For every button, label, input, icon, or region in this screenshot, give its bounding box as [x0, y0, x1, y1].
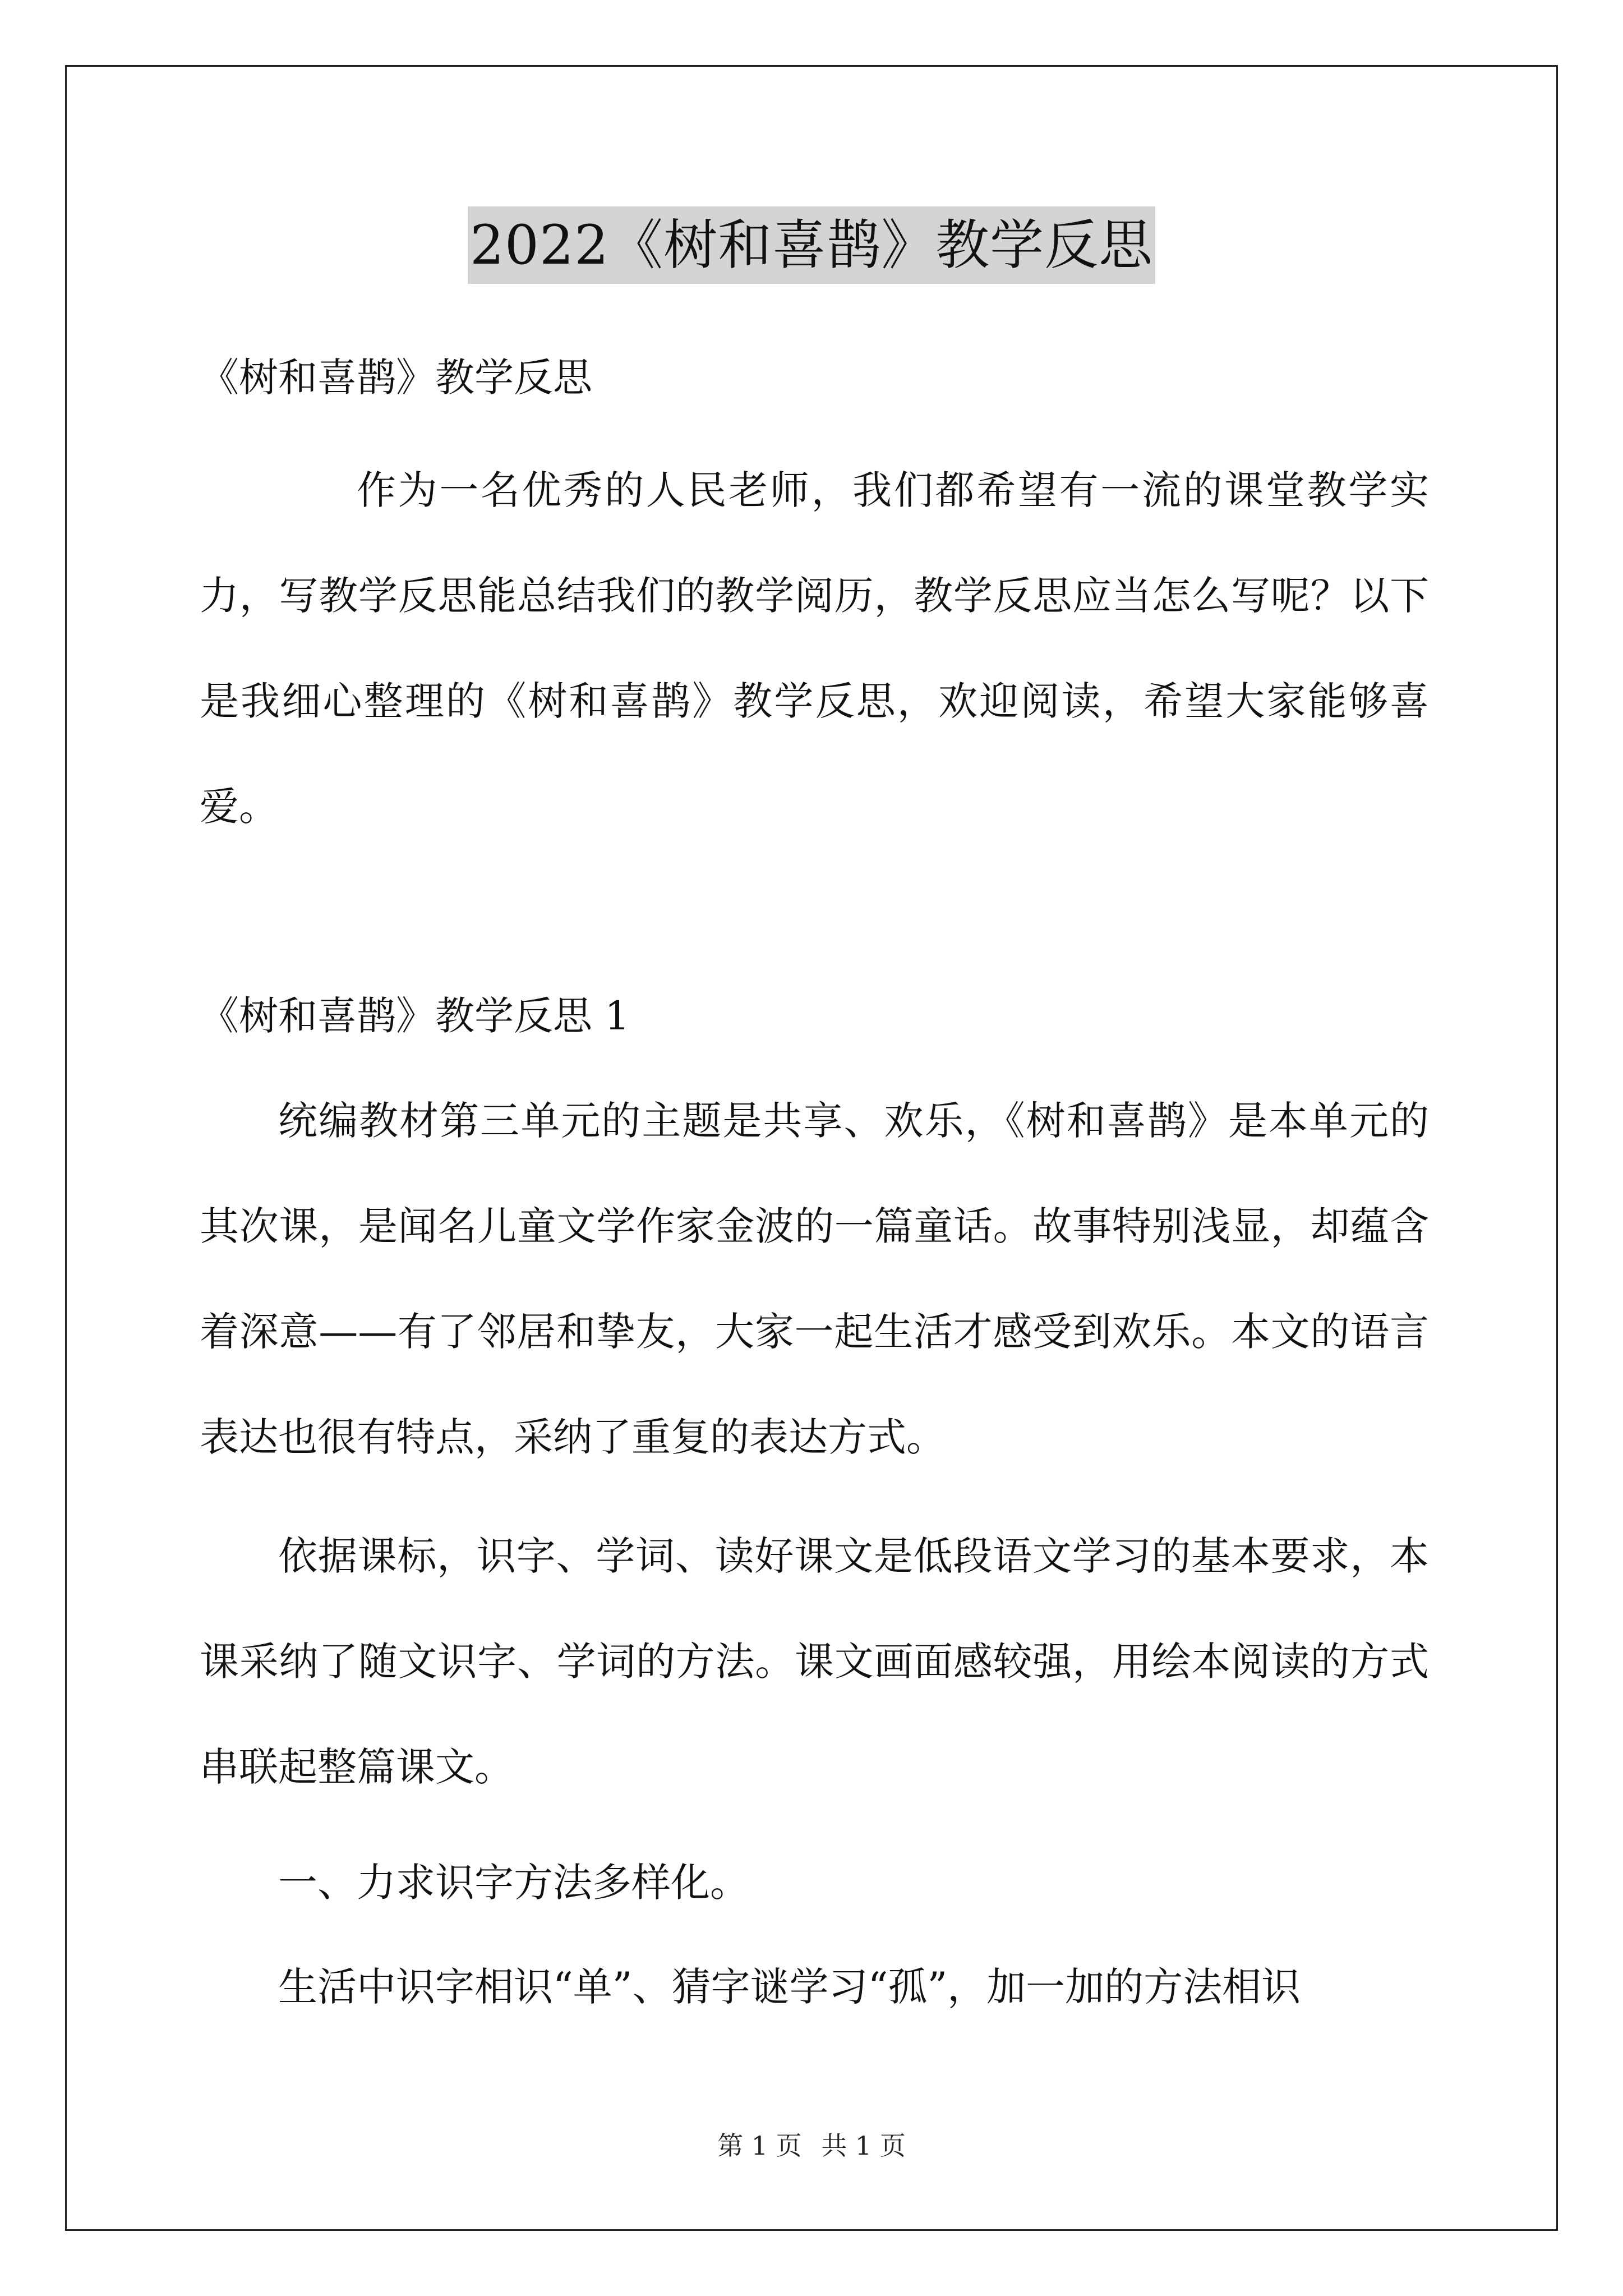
body-paragraph-1: 统编教材第三单元的主题是共享、欢乐，《树和喜鹊》是本单元的其次课，是闻名儿童文学作家金波的一篇童话。故事特别浅显，却蕴含着深意——有了邻居和挚友，大家一起生活才感受到欢乐。本文的语言表达也很有特点，采纳了重复的表达方式。	[200, 1098, 1429, 1460]
page-number: 第 1 页	[717, 2131, 802, 2161]
intro-paragraph: 作为一名优秀的人民老师，我们都希望有一流的课堂教学实力，写教学反思能总结我们的教学阅历，教学反思应当怎么写呢？以下是我细心整理的《树和喜鹊》教学反思，欢迎阅读，希望大家能够喜爱。	[200, 467, 1429, 830]
page-footer	[0, 2129, 1623, 2162]
title-container	[0, 206, 1623, 284]
body-paragraph-2: 依据课标，识字、学词、读好课文是低段语文学习的基本要求，本课采纳了随文识字、学词的方法。课文画面感较强，用绘本阅读的方式串联起整篇课文。	[200, 1533, 1429, 1790]
page-total: 共 1 页	[821, 2131, 906, 2161]
document-title: 2022《树和喜鹊》教学反思	[468, 206, 1155, 284]
document-subtitle: 《树和喜鹊》教学反思	[200, 355, 592, 401]
body-paragraph-4: 生活中识字相识“单”、猜字谜学习“孤”，加一加的方法相识	[278, 1964, 1301, 2010]
body-paragraph-3: 一、力求识字方法多样化。	[278, 1860, 749, 1906]
section-heading: 《树和喜鹊》教学反思 1	[200, 993, 630, 1039]
